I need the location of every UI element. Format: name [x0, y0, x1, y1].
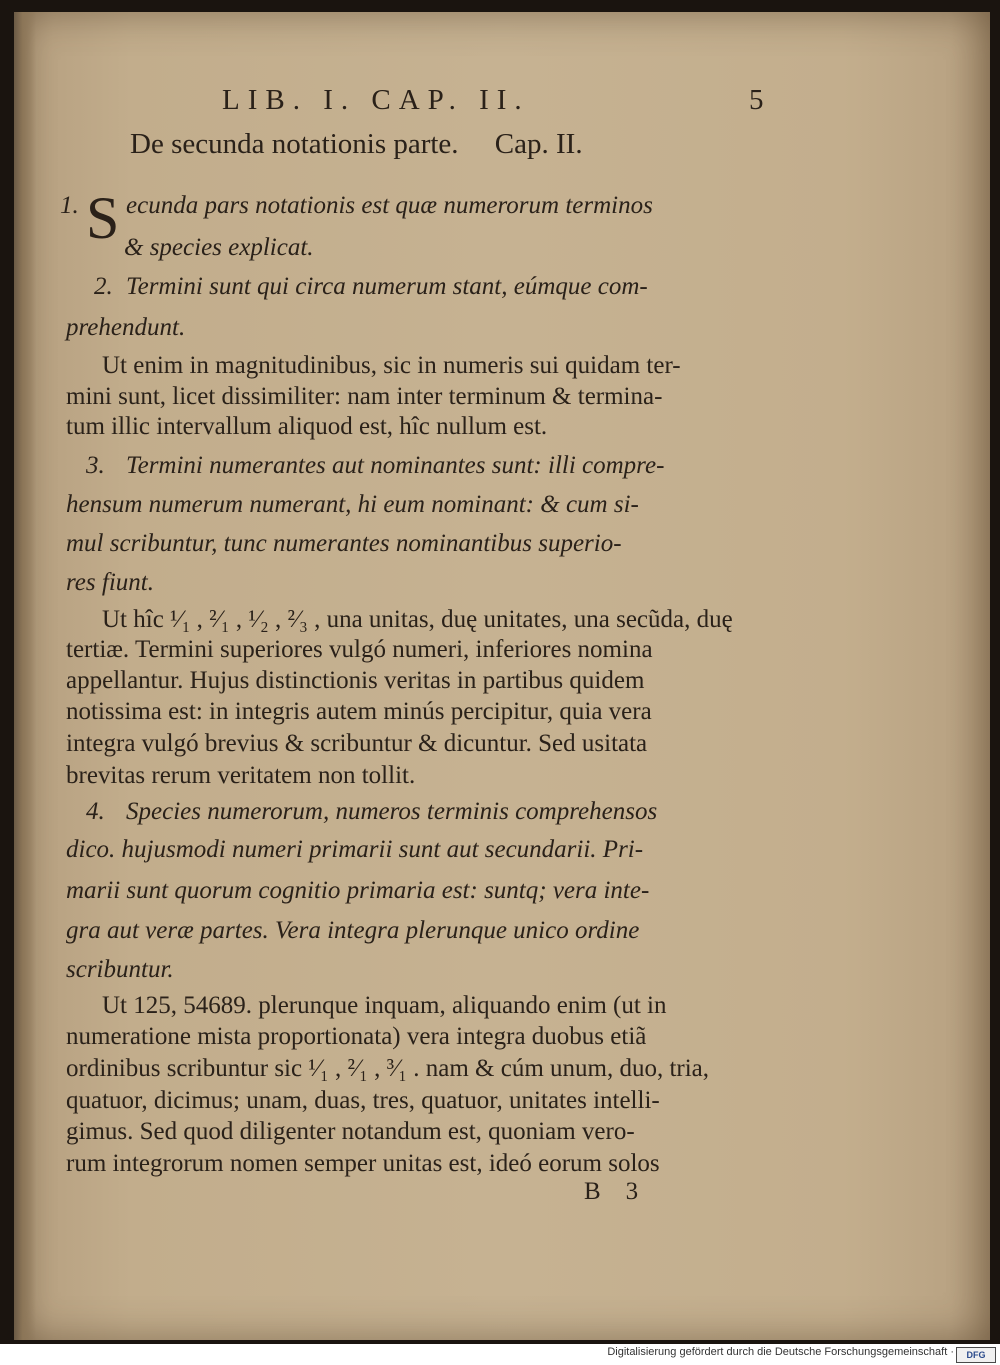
section-3-line: Termini numerantes aut nominantes sunt: illi compre-	[126, 452, 665, 479]
section-2-line: prehendunt.	[66, 314, 186, 341]
paragraph-line: ordinibus scribuntur sic ¹⁄₁ , ²⁄₁ , ³⁄₁ . nam & cúm unum, duo, tria,	[66, 1055, 710, 1082]
paragraph-line: mini sunt, licet dissimiliter: nam inter terminum & termina-	[66, 383, 663, 410]
paragraph-line: Ut hîc ¹⁄₁ , ²⁄₁ , ¹⁄₂ , ²⁄₃ , una unitas, duę unitates, una secũda, duę	[102, 606, 733, 633]
section-4-line: gra aut veræ partes. Vera integra plerunque unico ordine	[66, 917, 640, 944]
paragraph-line: Ut enim in magnitudinibus, sic in numeris sui quidam ter-	[102, 352, 681, 379]
section-1-number: 1.	[60, 192, 79, 219]
section-4-number: 4.	[86, 798, 105, 825]
paragraph-line: brevitas rerum veritatem non tollit.	[66, 762, 416, 789]
page-number: 5	[749, 84, 764, 116]
paragraph-line: integra vulgó brevius & scribuntur & dicuntur. Sed usitata	[66, 730, 648, 757]
section-4-line: dico. hujusmodi numeri primarii sunt aut secundarii. Pri-	[66, 836, 644, 863]
paragraph-line: quatuor, dicimus; unam, duas, tres, quatuor, unitates intelli-	[66, 1087, 660, 1114]
footer-credit: Digitalisierung gefördert durch die Deutsche Forschungsgemeinschaft ·	[607, 1346, 954, 1358]
paragraph-line: gimus. Sed quod diligenter notandum est, quoniam vero-	[66, 1118, 635, 1145]
dfg-logo-icon: DFG	[956, 1347, 996, 1363]
paragraph-line: numeratione mista proportionata) vera integra duobus etiã	[66, 1023, 647, 1050]
section-2-number: 2.	[94, 273, 113, 300]
section-3-line: mul scribuntur, tunc numerantes nominantibus superio-	[66, 530, 622, 557]
signature-mark: B 3	[584, 1178, 639, 1205]
book-page	[14, 12, 990, 1340]
paragraph-line: tertiæ. Termini superiores vulgó numeri, inferiores nomina	[66, 636, 653, 663]
section-1-line: & species explicat.	[124, 234, 314, 261]
chapter-title: De secunda notationis parte. Cap. II.	[130, 128, 583, 160]
section-1-line: ecunda pars notationis est quæ numerorum terminos	[126, 192, 653, 219]
paragraph-line: notissima est: in integris autem minús percipitur, quia vera	[66, 698, 652, 725]
paragraph-line: rum integrorum nomen semper unitas est, ideó eorum solos	[66, 1150, 660, 1177]
section-3-number: 3.	[86, 452, 105, 479]
section-3-line: res fiunt.	[66, 569, 154, 596]
page-text	[14, 12, 990, 1340]
paragraph-line: tum illic intervallum aliquod est, hîc nullum est.	[66, 413, 548, 440]
section-2-line: Termini sunt qui circa numerum stant, eúmque com-	[126, 273, 648, 300]
section-4-line: Species numerorum, numeros terminis comprehensos	[126, 798, 658, 825]
digitization-footer	[0, 1344, 1000, 1365]
section-4-line: scribuntur.	[66, 956, 174, 983]
paragraph-line: appellantur. Hujus distinctionis veritas in partibus quidem	[66, 667, 645, 694]
running-title: LIB. I. CAP. II.	[222, 84, 530, 116]
paragraph-line: Ut 125, 54689. plerunque inquam, aliquando enim (ut in	[102, 992, 667, 1019]
section-3-line: hensum numerum numerant, hi eum nominant: & cum si-	[66, 491, 639, 518]
drop-cap: S	[86, 185, 120, 251]
section-4-line: marii sunt quorum cognitio primaria est: suntq; vera inte-	[66, 877, 650, 904]
